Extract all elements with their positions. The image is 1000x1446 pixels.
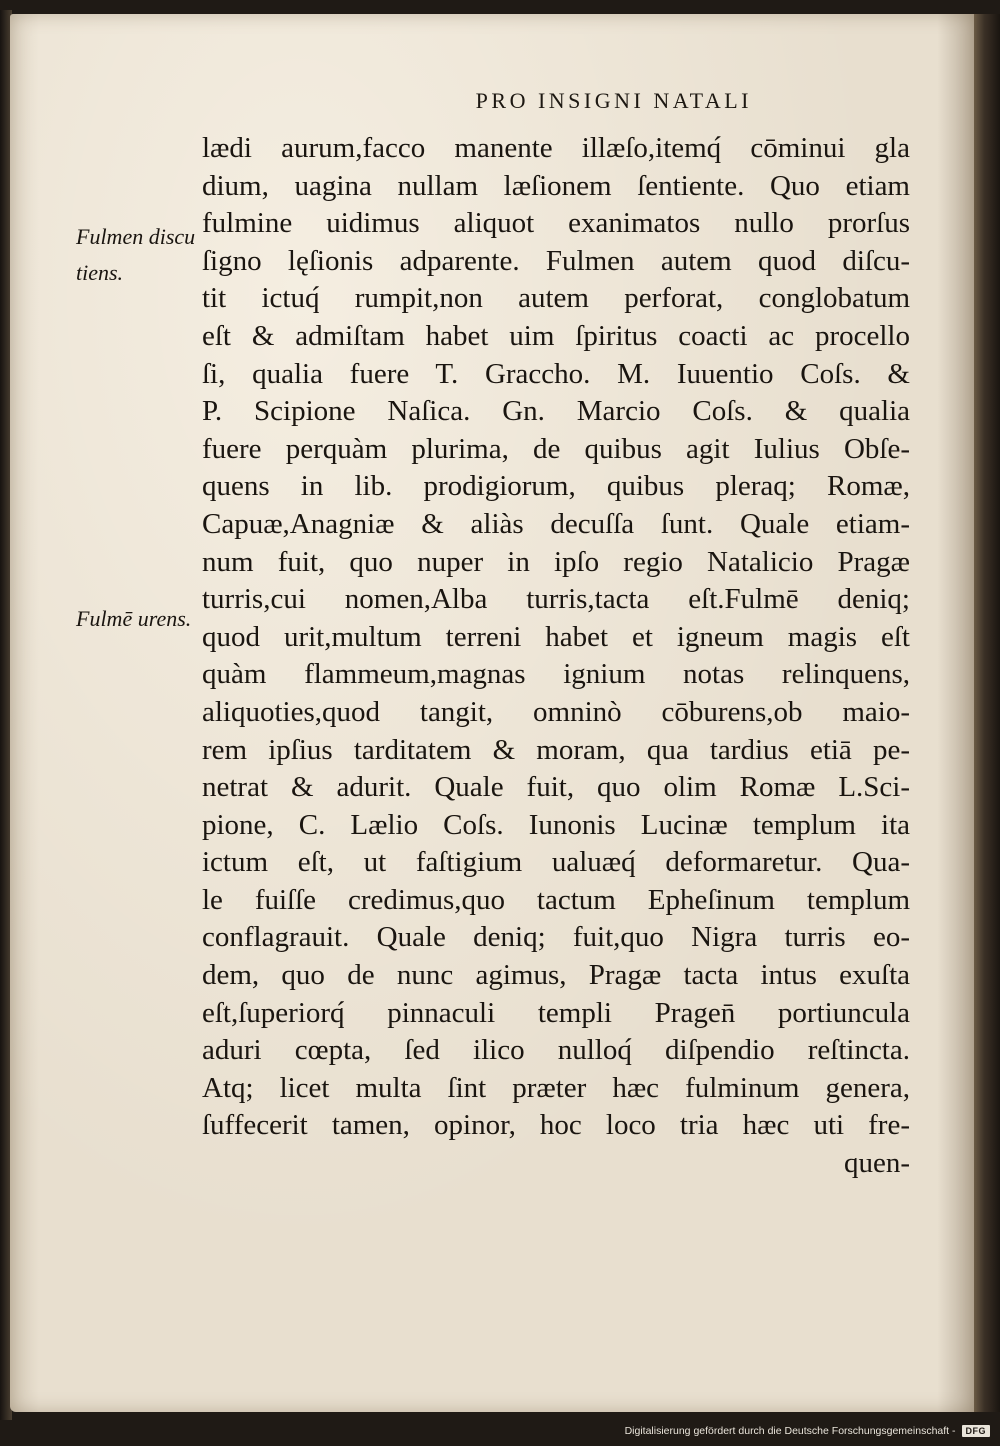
- text-line: eſt,ſuperiorq́ pinnaculi templi Pragen̄ portiuncula: [202, 996, 910, 1029]
- funding-notice: Digitalisierung gefördert durch die Deutsche Forschungsgemeinschaft -: [624, 1425, 956, 1437]
- text-line: Capuæ,Anagniæ & aliàs decuſſa ſunt. Quale etiam-: [202, 507, 910, 540]
- text-line: tit ictuq́ rumpit,non autem perforat, conglobatum: [202, 282, 910, 315]
- text-line: netrat & adurit. Quale fuit, quo olim Romæ L.Sci-: [202, 771, 910, 804]
- text-line: turris,cui nomen,Alba turris,tacta eſt.Fulmē deniq;: [202, 583, 910, 616]
- text-line: aliquoties,quod tangit, omninò cōburens,ob maio-: [202, 695, 910, 728]
- text-line: dium, uagina nullam læſionem ſentiente. Quo etiam: [202, 169, 910, 202]
- text-line: le fuiſſe credimus,quo tactum Epheſinum templum: [202, 883, 910, 916]
- page-fore-edge: [974, 14, 1000, 1412]
- text-line: dem, quo de nunc agimus, Pragæ tacta intus exuſta: [202, 959, 910, 992]
- text-line: aduri cœpta, ſed ilico nulloq́ diſpendio reſtincta.: [202, 1034, 910, 1067]
- text-line: pione, C. Lælio Coſs. Iunonis Lucinæ templum ita: [202, 808, 910, 841]
- text-line: quens in lib. prodigiorum, quibus pleraq; Romæ,: [202, 470, 910, 503]
- text-line: num fuit, quo nuper in ipſo regio Natalicio Pragæ: [202, 545, 910, 578]
- text-line: conflagrauit. Quale deniq; fuit,quo Nigra turris eo-: [202, 921, 910, 954]
- text-line: eſt & admiſtam habet uim ſpiritus coacti ac procello: [202, 319, 910, 352]
- text-line: Atq; licet multa ſint præter hæc fulminum genera,: [202, 1071, 910, 1104]
- dfg-logo: DFG: [962, 1425, 991, 1437]
- text-line: quàm flammeum,magnas ignium notas relinquens,: [202, 658, 910, 691]
- text-line: ſigno lęſionis adparente. Fulmen autem quod diſcu-: [202, 244, 910, 277]
- running-head: PRO INSIGNI NATALI: [475, 88, 752, 113]
- body-text: [202, 130, 910, 1183]
- text-line: fulmine uidimus aliquot exanimatos nullo prorſus: [202, 207, 910, 240]
- text-line: lædi aurum,facco manente illæſo,itemq́ cōminui gla: [202, 132, 910, 164]
- text-line: fuere perquàm plurima, de quibus agit Iulius Obſe-: [202, 432, 910, 465]
- catchword: quen-: [843, 1147, 910, 1180]
- text-line: ictum eſt, ut faſtigium ualuæq́ deformaretur. Qua-: [202, 846, 910, 879]
- text-line: P. Scipione Naſica. Gn. Marcio Coſs. & qualia: [202, 395, 910, 428]
- digitization-footer: [0, 1420, 1000, 1442]
- margin-note: Fulmē urens.: [76, 606, 192, 631]
- text-line: quod urit,multum terreni habet et igneum magis eſt: [202, 620, 910, 653]
- text-line: rem ipſius tarditatem & moram, qua tardius etiā pe-: [202, 733, 910, 766]
- margin-note: Fulmen discu: [76, 224, 196, 249]
- margin-note: tiens.: [76, 260, 124, 285]
- text-line: ſi, qualia fuere T. Graccho. M. Iuuentio Coſs. &: [202, 357, 910, 390]
- text-line: ſuffecerit tamen, opinor, hoc loco tria hæc uti fre-: [202, 1109, 910, 1142]
